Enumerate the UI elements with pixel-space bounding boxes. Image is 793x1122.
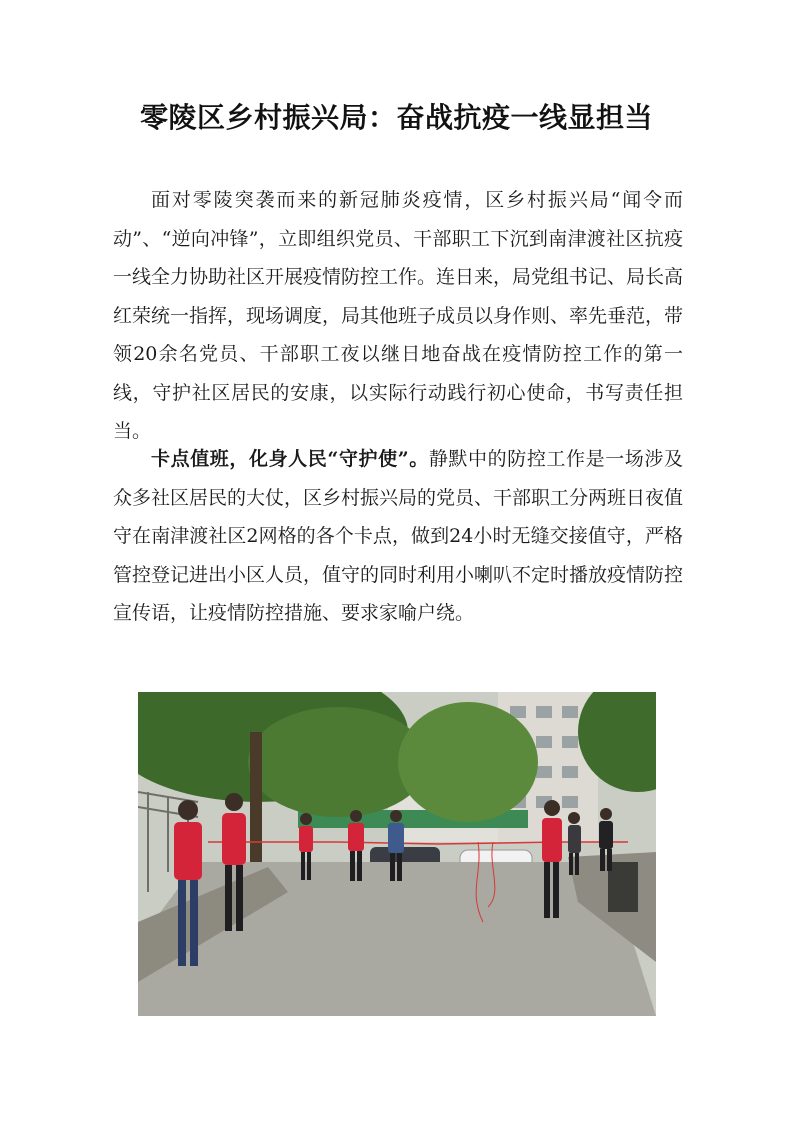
- article-photo: [138, 692, 656, 1016]
- article-title: 零陵区乡村振兴局：奋战抗疫一线显担当: [139, 101, 653, 134]
- paragraph-checkpoint-body: 静默中的防控工作是一场涉及众多社区居民的大仗，区乡村振兴局的党员、干部职工分两班日夜值守在南津渡社区2网格的各个卡点，做到24小时无缝交接值守，严格管控登记进出小区人员，值守的同时利用小喇叭不定时播放疫情防控宣传语，让疫情防控措施、要求家喻户绕。: [113, 448, 684, 624]
- checkpoint-photo-illustration: [138, 692, 656, 1016]
- paragraph-intro: 面对零陵突袭而来的新冠肺炎疫情，区乡村振兴局“闻令而动”、“逆向冲锋”，立即组织党员、干部职工下沉到南津渡社区抗疫一线全力协助社区开展疫情防控工作。连日来，局党组书记、局长高红荣统一指挥，现场调度，局其他班子成员以身作则、率先垂范，带领20余名党员、干部职工夜以继日地奋战在疫情防控工作的第一线，守护社区居民的安康，以实际行动践行初心使命，书写责任担当。: [113, 189, 684, 442]
- paragraph-checkpoint: [113, 440, 683, 633]
- paragraph-lead-heading: 卡点值班，化身人民“守护使”。: [151, 448, 429, 470]
- tree-trunk: [250, 732, 262, 882]
